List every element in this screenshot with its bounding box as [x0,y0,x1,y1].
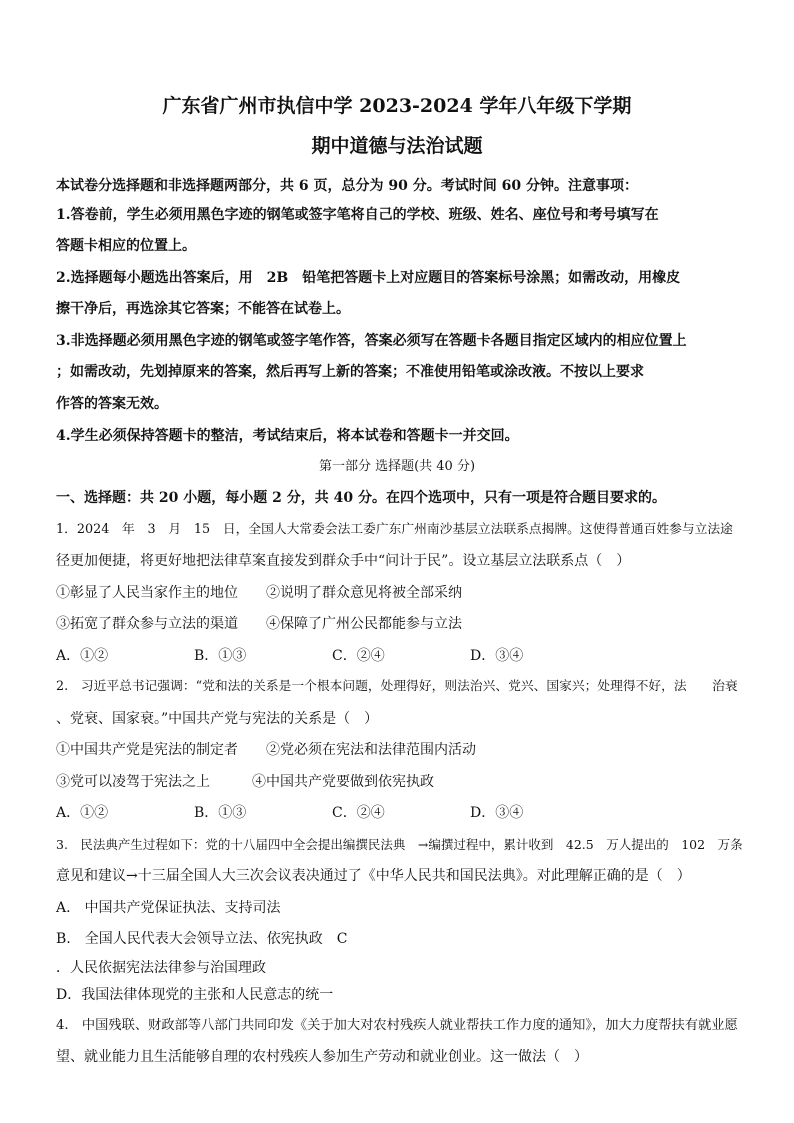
q2-option-d[interactable]: D．③④ [470,805,524,821]
instructions-intro: 本试卷分选择题和非选择题两部分，共 6 页，总分为 90 分。考试时间 60 分钟。注意事项： [56,178,638,194]
q1-option-d[interactable]: D．③④ [470,648,524,664]
q3-option-b[interactable]: B. 全国人民代表大会领导立法、依宪执政 C [56,931,348,947]
exam-title-line-2: 期中道德与法治试题 [311,135,483,157]
q3-stem-line-2: 意见和建议→十三届全国人大三次会议表决通过了《中华人民共和国民法典》。对此理解正确的是（ ） [56,868,691,884]
q1-statements-2: ③拓宽了群众参与立法的渠道 ④保障了广州公民都能参与立法 [56,616,462,632]
q2-option-b[interactable]: B．①③ [194,805,247,821]
instruction-1-line-1: 1.答卷前，学生必须用黑色字迹的钢笔或签字笔将自己的学校、班级、姓名、座位号和考号填写在 [56,207,659,223]
q2-stem-line-2: 、党衰、国家衰。”中国共产党与宪法的关系是（ ） [56,711,379,727]
q2-statements-2: ③党可以凌驾于宪法之上 ④中国共产党要做到依宪执政 [56,774,434,790]
q2-option-a[interactable]: A．①② [56,805,109,821]
instruction-1-line-2: 答题卡相应的位置上。 [56,238,196,254]
exam-title-line-1: 广东省广州市执信中学 2023-2024 学年八年级下学期 [162,95,632,117]
q3-option-c[interactable]: ．人民依据宪法法律参与治国理政 [56,960,266,976]
q4-stem-line-1: 4. 中国残联、财政部等八部门共同印发《关于加大对农村残疾人就业帮扶工作力度的通知》，加大力度帮扶有就业愿 [56,1018,738,1033]
instruction-3-line-3: 作答的答案无效。 [56,396,168,412]
q1-stem-line-2: 径更加便捷，将更好地把法律草案直接发到群众手中“问计于民”。设立基层立法联系点（ ） [56,553,631,569]
q1-option-b[interactable]: B．①③ [194,648,247,664]
q2-stem-line-1: 2. 习近平总书记强调：“党和法的关系是一个根本问题，处理得好，则法治兴、党兴、国家兴；处理得不好，法 治衰 [56,679,738,694]
q3-stem-line-1: 3. 民法典产生过程如下：党的十八届四中全会提出编撰民法典 →编撰过程中，累计收到 42.5 万人提出的 102 万条 [56,837,743,852]
part-1-heading: 第一部分 选择题(共 40 分) [318,459,476,474]
instruction-2-line-2: 擦干净后，再选涂其它答案；不能答在试卷上。 [56,301,350,317]
q4-stem-line-2: 望、就业能力且生活能够自理的农村残疾人参加生产劳动和就业创业。这一做法（ ） [56,1049,588,1065]
q3-option-d[interactable]: D．我国法律体现党的主张和人民意志的统一 [56,987,334,1003]
q1-stem-line-1: 1．2024 年 3 月 15 日，全国人大常委会法工委广东广州南沙基层立法联系点揭牌。这使得普通百姓参与立法途 [56,522,733,537]
q1-option-a[interactable]: A．①② [56,648,109,664]
instruction-2-line-1: 2.选择题每小题选出答案后，用 2B 铅笔把答题卡上对应题目的答案标号涂黑；如需改动，用橡皮 [56,270,681,286]
q1-option-c[interactable]: C．②④ [332,648,385,664]
instruction-3-line-1: 3.非选择题必须用黑色字迹的钢笔或签字笔作答，答案必须写在答题卡各题目指定区域内的相应位置上 [56,333,687,349]
q1-statements-1: ①彰显了人民当家作主的地位 ②说明了群众意见将被全部采纳 [56,585,462,601]
q3-option-a[interactable]: A. 中国共产党保证执法、支持司法 [56,900,281,916]
q2-option-c[interactable]: C．②④ [332,805,385,821]
instruction-4: 4.学生必须保持答题卡的整洁，考试结束后，将本试卷和答题卡一并交回。 [56,428,519,444]
section-heading: 一、选择题：共 20 小题，每小题 2 分，共 40 分。在四个选项中，只有一项是符合题目要求的。 [56,490,666,506]
q2-statements-1: ①中国共产党是宪法的制定者 ②党必须在宪法和法律范围内活动 [56,742,476,758]
instruction-3-line-2: ；如需改动，先划掉原来的答案，然后再写上新的答案；不准使用铅笔或涂改液。不按以上要求 [56,364,644,380]
